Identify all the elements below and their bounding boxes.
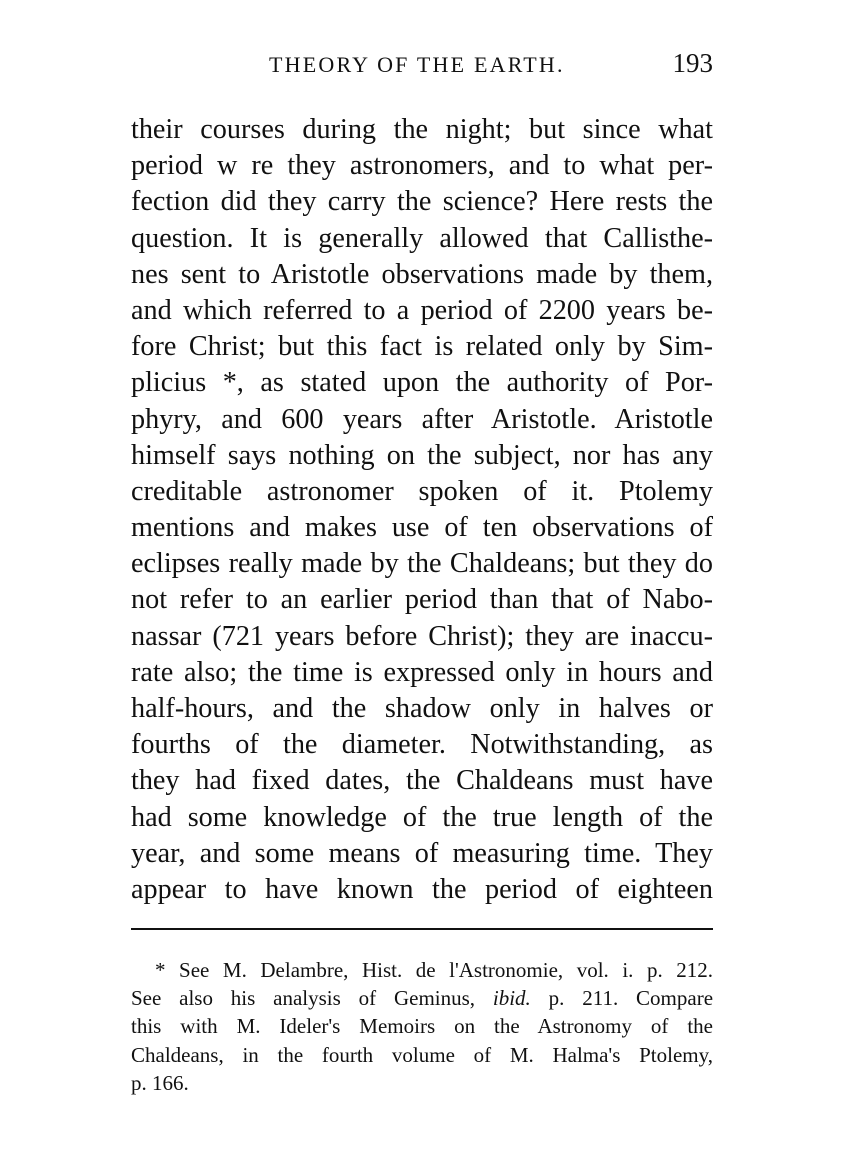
- footnote-line: * See M. Delambre, Hist. de l'Astronomie, vol. i. p. 212.: [155, 958, 713, 982]
- text-line: period w re they astronomers, and to what per-: [131, 150, 713, 182]
- text-line: nes sent to Aristotle observations made by them,: [131, 258, 713, 290]
- footnote-line: p. 166.: [131, 1070, 189, 1095]
- footnote-text: p. 211. Compare: [548, 986, 714, 1011]
- text-line: mentions and makes use of ten observations of: [131, 512, 713, 544]
- text-line: himself says nothing on the subject, nor has any: [131, 439, 713, 471]
- footnote-text: See also his analysis of Geminus,: [131, 986, 476, 1011]
- text-line: eclipses really made by the Chaldeans; but they do: [131, 548, 713, 580]
- text-line: appear to have known the period of eighteen: [131, 873, 713, 905]
- text-line: nassar (721 years before Christ); they are inaccu-: [131, 620, 713, 652]
- text-line: their courses during the night; but since what: [131, 114, 713, 145]
- body-text: [131, 112, 713, 908]
- text-line: creditable astronomer spoken of it. Ptolemy: [131, 475, 713, 507]
- text-line: not refer to an earlier period than that of Nabo-: [131, 584, 713, 616]
- text-line: they had fixed dates, the Chaldeans must have: [131, 765, 713, 797]
- text-line: rate also; the time is expressed only in hours and: [131, 656, 713, 688]
- running-head: THEORY OF THE EARTH.: [269, 52, 565, 77]
- text-line: half-hours, and the shadow only in halves or: [131, 693, 713, 724]
- text-line: year, and some means of measuring time. They: [131, 837, 713, 869]
- page-header: [131, 46, 713, 86]
- text-line: and which referred to a period of 2200 years be-: [131, 294, 713, 326]
- text-line: question. It is generally allowed that Callisthe-: [131, 222, 713, 254]
- text-line: had some knowledge of the true length of the: [131, 801, 713, 833]
- text-line: phyry, and 600 years after Aristotle. Aristotle: [131, 403, 713, 435]
- footnote-rule: [131, 928, 713, 930]
- footnote-line: Chaldeans, in the fourth volume of M. Halma's Ptolemy,: [131, 1042, 713, 1067]
- footnote: [131, 956, 713, 1097]
- footnote-ibid: ibid.: [492, 986, 531, 1011]
- text-line: plicius *, as stated upon the authority of Por-: [131, 367, 713, 399]
- page-number: 193: [672, 48, 713, 78]
- text-line: fection did they carry the science? Here rests the: [131, 186, 713, 218]
- footnote-line: [131, 984, 713, 1012]
- text-line: fore Christ; but this fact is related only by Sim-: [131, 331, 713, 363]
- footnote-line: this with M. Ideler's Memoirs on the Astronomy of the: [131, 1014, 713, 1039]
- text-line: fourths of the diameter. Notwithstanding, as: [131, 729, 713, 761]
